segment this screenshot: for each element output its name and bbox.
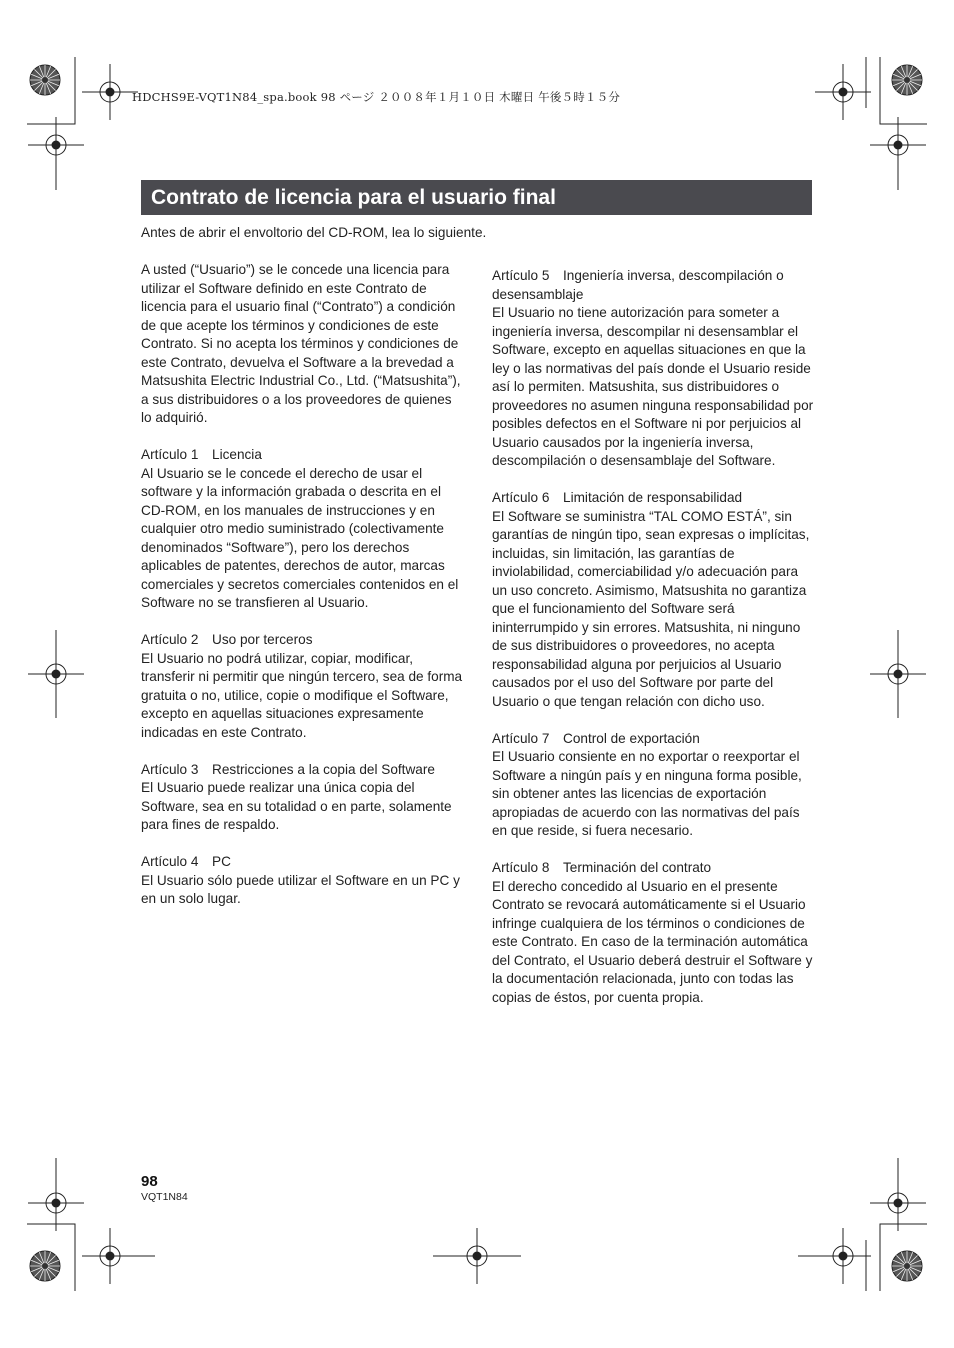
title-bar <box>141 180 812 215</box>
article-body: El Usuario puede realizar una única copia del Software, sea en su totalidad o en parte, solamente para fines de respaldo. <box>141 780 452 832</box>
article-body: El Usuario consiente en no exportar o reexportar el Software a ningún país y en ninguna forma posible, sin obtener antes las licencias de exportación apropiadas de acuerdo con las normativas del país en que reside, si fuera necesario. <box>492 749 802 838</box>
article-heading: Artículo 4 PC <box>141 854 231 869</box>
article-heading: Artículo 6 Limitación de responsabilidad <box>492 490 743 505</box>
article-5 <box>492 267 814 471</box>
right-column <box>492 267 814 1026</box>
preamble-paragraph: A usted (“Usuario”) se le concede una licencia para utilizar el Software definido en este Contrato de licencia para el usuario final (“Contrato”) a condición de que acepte los términos y condiciones de este Contrato. Si no acepta los términos y condiciones de este Contrato, devuelva el Software a la brevedad a Matsushita Electric Industrial Co., Ltd. (“Matsushita”), a sus distribuidores o a los proveedores de quienes lo adquirió. <box>141 262 461 425</box>
article-8 <box>492 859 814 1007</box>
article-body: El Usuario no tiene autorización para someter a ingeniería inversa, descompilar ni desensamblar el Software, excepto en aquellas situaciones en que la ley o las normativas del país donde el Usuario reside así lo permiten. Matsushita, sus distribuidores o proveedores no asumen ninguna responsabilidad por posibles defectos en el Software ni por perjuicios al Usuario causados por la ingeniería inversa, descompilación o desensamblaje del Software. <box>492 305 814 468</box>
article-body: El Software se suministra “TAL COMO ESTÁ”, sin garantías de ningún tipo, sean expresas o implícitas, incluidas, sin limitación, las garantías de inviolabilidad, comerciabilidad y/o adecuación para un uso concreto. Asimismo, Matsushita no garantiza que el funcionamiento del Software será ininterrumpido y sin errores. Matsushita, ni ninguno de sus distribuidores o proveedores, no acepta responsabilidad alguna por perjuicios al Usuario causados por el uso del Software por parte del Usuario o que tengan relación con dicho uso. <box>492 508 810 709</box>
intro-text: Antes de abrir el envoltorio del CD-ROM, lea lo siguiente. <box>141 225 487 240</box>
article-heading: Artículo 5 Ingeniería inversa, descompilación o desensamblaje <box>492 268 784 302</box>
article-heading: Artículo 1 Licencia <box>141 447 262 462</box>
print-header-slug: HDCHS9E-VQT1N84_spa.book 98 ページ ２００８年１月１０日 木曜日 午後５時１５分 <box>132 90 621 104</box>
article-6 <box>492 489 814 711</box>
article-heading: Artículo 8 Terminación del contrato <box>492 860 712 875</box>
article-4 <box>141 853 463 909</box>
article-heading: Artículo 3 Restricciones a la copia del Software <box>141 761 435 777</box>
article-body: Al Usuario se le concede el derecho de usar el software y la información grabada o descrita en el CD-ROM, en los manuales de instrucciones y en cualquier otro medio suministrado (colectivamente denominados “Software”), pero los derechos aplicables de patentes, derechos de autor, marcas comerciales y secretos comerciales contenidos en el Software no se transfieren al Usuario. <box>141 465 459 610</box>
article-body: El Usuario sólo puede utilizar el Software en un PC y en un solo lugar. <box>141 872 460 906</box>
article-heading: Artículo 7 Control de exportación <box>492 730 700 746</box>
article-heading: Artículo 2 Uso por terceros <box>141 632 313 647</box>
left-column <box>141 261 463 927</box>
article-7 <box>492 730 814 841</box>
article-2 <box>141 631 463 742</box>
article-body: El Usuario no podrá utilizar, copiar, modificar, transferir ni permitir que ningún tercero, sea de forma gratuita o no, utilice, copie o modifique el Software, excepto en aquellas situaciones expresamente indicadas en este Contrato. <box>141 650 463 740</box>
document-code: VQT1N84 <box>141 1191 188 1203</box>
page-number: 98 <box>141 1173 158 1190</box>
article-3 <box>141 761 463 835</box>
article-1 <box>141 446 463 613</box>
article-body: El derecho concedido al Usuario en el presente Contrato se revocará automáticamente si el Usuario infringe cualquiera de los términos o condiciones de este Contrato. En caso de la terminación automática del Contrato, el Usuario deberá destruir el Software y la documentación relacionada, junto con todas las copias de éstos, por cuenta propia. <box>492 878 813 1005</box>
page-title: Contrato de licencia para el usuario final <box>151 185 556 209</box>
